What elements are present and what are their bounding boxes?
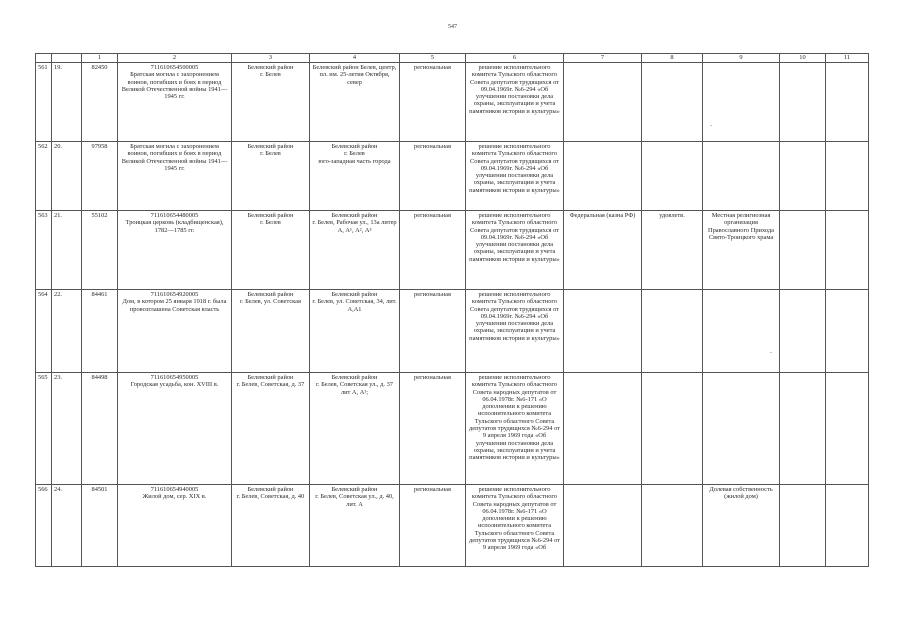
protection-decision: решение исполнительного комитета Тульского областного Совета народных депутатов от 06.04.1978г. №6-171 «О дополнении к решению исполнительного комитета Тульского областного Совета депутатов трудящихся №6-294 от 9 апреля 1969 года «Об улучшении постановки дела охраны, эксплуатации и учета памятников истории и культуры» (466, 373, 564, 485)
table-row (36, 290, 869, 373)
condition: удовлетв. (642, 211, 703, 290)
address: Белевский район г. Белев, Советская ул., д. 37 лит А, А¹; (310, 373, 400, 485)
column-number-header-row (36, 54, 869, 63)
significance-category: региональная (400, 485, 466, 567)
column-10-cell (780, 63, 826, 142)
column-10-cell (780, 485, 826, 567)
condition (642, 373, 703, 485)
monument-name: 711610654950005 Городская усадьба, кон. XVIII в. (118, 373, 232, 485)
column-11-cell (826, 211, 869, 290)
record-number: 562 (36, 142, 52, 211)
significance-category: региональная (400, 63, 466, 142)
column-11-cell (826, 485, 869, 567)
ownership-form (564, 290, 642, 373)
record-number: 565 (36, 373, 52, 485)
column-header: 5 (400, 54, 466, 63)
monument-name: Братская могила с захоронением воинов, погибших в боях в период Великой Отечественной войны 1941—1945 гг. (118, 142, 232, 211)
user-organization: Долевая собственность (жилой дом) (703, 485, 780, 567)
egrokn-id: 82450 (82, 63, 118, 142)
column-header: 6 (466, 54, 564, 63)
location-district: Белевский район г. Белев (232, 63, 310, 142)
column-header: 3 (232, 54, 310, 63)
significance-category: региональная (400, 373, 466, 485)
user-organization (703, 373, 780, 485)
egrokn-id: 84498 (82, 373, 118, 485)
record-number: 563 (36, 211, 52, 290)
significance-category: региональная (400, 142, 466, 211)
column-header: 10 (780, 54, 826, 63)
condition (642, 485, 703, 567)
significance-category: региональная (400, 211, 466, 290)
column-10-cell (780, 211, 826, 290)
protection-decision: решение исполнительного комитета Тульского областного Совета депутатов трудящихся от 09.04.1969г. №6-294 «Об улучшении постановки дела охраны, эксплуатации и учета памятников истории и культуры» (466, 142, 564, 211)
address: Белевский район г. Белев, ул. Советская, 34, лит. А,А1 (310, 290, 400, 373)
protection-decision: решение исполнительного комитета Тульского областного Совета депутатов трудящихся от 09.04.1969г. №6-294 «Об улучшении постановки дела охраны, эксплуатации и учета памятников истории и культуры» (466, 63, 564, 142)
column-11-cell (826, 142, 869, 211)
monument-name: 711610654940005 Жилой дом, сер. XIX в. (118, 485, 232, 567)
item-number: 20. (52, 142, 82, 211)
column-10-cell (780, 373, 826, 485)
ownership-form (564, 485, 642, 567)
protection-decision: решение исполнительного комитета Тульского областного Совета депутатов трудящихся от 09.04.1969г. №6-294 «Об улучшении постановки дела охраны, эксплуатации и учета памятников истории и культуры» (466, 290, 564, 373)
location-district: Белевский район г. Белев, Советская, д. 40 (232, 485, 310, 567)
column-header: 9 (703, 54, 780, 63)
user-organization (703, 290, 780, 373)
user-organization (703, 63, 780, 142)
user-organization (703, 142, 780, 211)
ownership-form (564, 142, 642, 211)
location-district: Белевский район г. Белев (232, 211, 310, 290)
item-number: 23. (52, 373, 82, 485)
column-11-cell (826, 63, 869, 142)
monuments-registry-table (35, 53, 869, 567)
item-number: 21. (52, 211, 82, 290)
item-number: 22. (52, 290, 82, 373)
significance-category: региональная (400, 290, 466, 373)
record-number: 561 (36, 63, 52, 142)
address: Белевский район Белев, центр, пл. им. 25-летия Октября, север (310, 63, 400, 142)
column-header: 2 (118, 54, 232, 63)
record-number: 566 (36, 485, 52, 567)
column-10-cell (780, 290, 826, 373)
egrokn-id: 55102 (82, 211, 118, 290)
ownership-form: Федеральная (казна РФ) (564, 211, 642, 290)
registry-body (36, 63, 869, 567)
table-row (36, 142, 869, 211)
egrokn-id: 84461 (82, 290, 118, 373)
column-11-cell (826, 373, 869, 485)
condition (642, 290, 703, 373)
stray-mark: - (710, 123, 712, 129)
table-row (36, 63, 869, 142)
table-row (36, 211, 869, 290)
column-header: 4 (310, 54, 400, 63)
address: Белевский район г. Белев, Рабочая ул., 13а литер А, А¹, А², А³ (310, 211, 400, 290)
item-number: 24. (52, 485, 82, 567)
protection-decision: решение исполнительного комитета Тульского областного Совета народных депутатов от 06.04.1978г. №6-171 «О дополнении к решению исполнительного комитета Тульского областного Совета депутатов трудящихся №6-294 от 9 апреля 1969 года «Об (466, 485, 564, 567)
column-header: 8 (642, 54, 703, 63)
page-number: 547 (448, 24, 457, 30)
egrokn-id: 84501 (82, 485, 118, 567)
location-district: Белевский район г. Белев (232, 142, 310, 211)
table-row (36, 373, 869, 485)
ownership-form (564, 373, 642, 485)
column-10-cell (780, 142, 826, 211)
column-header: 1 (82, 54, 118, 63)
monument-name: 711610654480005 Троицкая церковь (кладбищенская), 1782—1785 гг. (118, 211, 232, 290)
column-header: 11 (826, 54, 869, 63)
address: Белевский район г. Белев юго-западная часть города (310, 142, 400, 211)
record-number: 564 (36, 290, 52, 373)
egrokn-id: 97958 (82, 142, 118, 211)
table-row (36, 485, 869, 567)
column-11-cell (826, 290, 869, 373)
column-header (36, 54, 52, 63)
column-header (52, 54, 82, 63)
stray-mark: - (770, 350, 772, 356)
monument-name: 711610654500005 Братская могила с захоронением воинов, погибших в боях в период Великой Отечественной войны 1941—1945 гг. (118, 63, 232, 142)
column-header: 7 (564, 54, 642, 63)
monument-name: 711610654920005 Дом, в котором 25 января 1918 г. была провозглашена Советская власть (118, 290, 232, 373)
location-district: Белевский район г. Белев, Советская, д. 37 (232, 373, 310, 485)
user-organization: Местная религиозная организация Православного Прихода Свято-Троицкого храма (703, 211, 780, 290)
protection-decision: решение исполнительного комитета Тульского областного Совета депутатов трудящихся от 09.04.1969г. №6-294 «Об улучшении постановки дела охраны, эксплуатации и учета памятников истории и культуры» (466, 211, 564, 290)
location-district: Белевский район г. Белев, ул. Советская (232, 290, 310, 373)
condition (642, 142, 703, 211)
item-number: 19. (52, 63, 82, 142)
ownership-form (564, 63, 642, 142)
condition (642, 63, 703, 142)
address: Белевский район г. Белев, Советская ул., д. 40, лит. А (310, 485, 400, 567)
